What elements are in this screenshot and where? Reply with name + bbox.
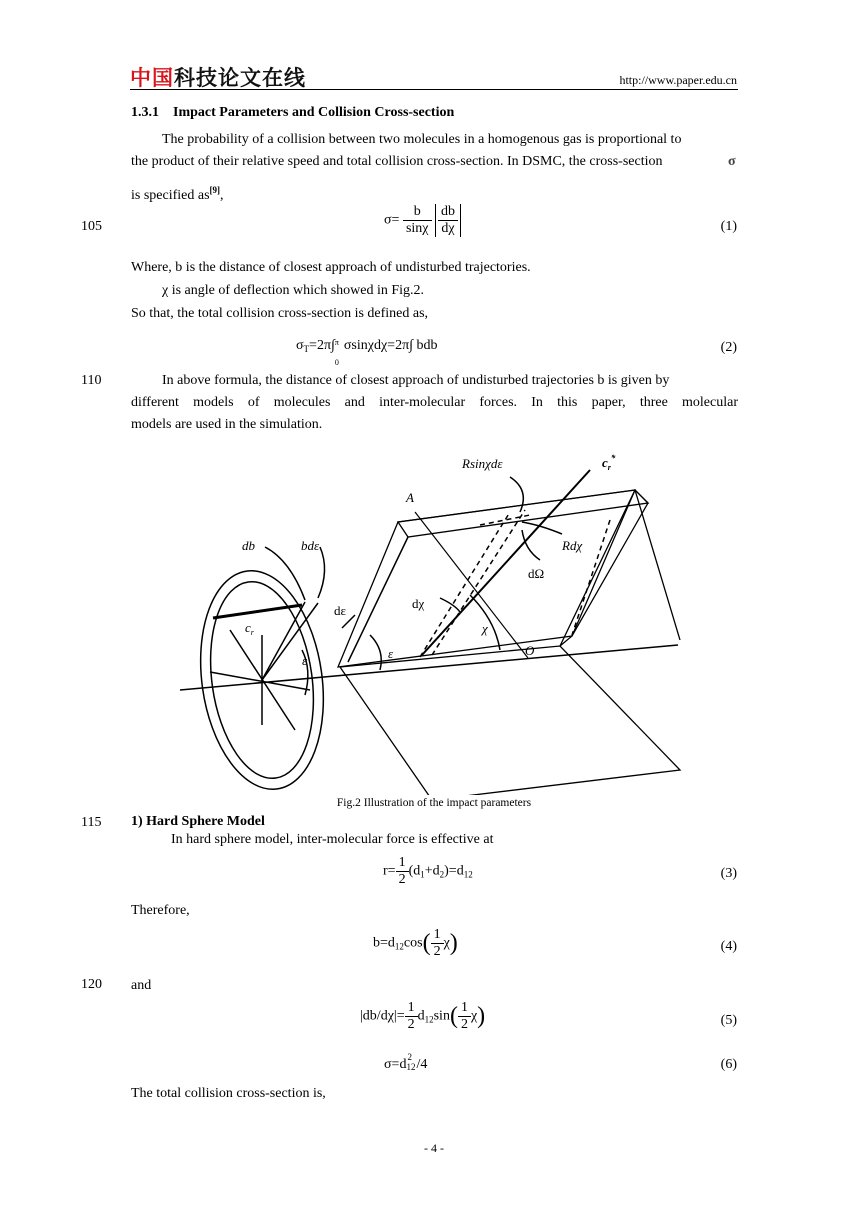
superscript: 2 — [407, 1052, 412, 1062]
numerator: 1 — [431, 927, 444, 944]
eq-text: sin — [433, 1008, 450, 1024]
equation-tag: (4) — [720, 939, 737, 954]
eq-text: σ — [296, 338, 304, 353]
eq-text: /4 — [416, 1057, 428, 1072]
fraction — [438, 204, 458, 237]
label-dchi: dχ — [412, 596, 425, 611]
paragraph-line: χ is angle of deflection which showed in Fig.2. — [162, 283, 425, 298]
subscript: 2 — [439, 869, 445, 880]
subscript: 12 — [463, 869, 473, 880]
header-rule — [130, 89, 738, 90]
sigma-symbol: σ — [728, 154, 736, 169]
radius-line — [262, 603, 318, 680]
abs-value — [435, 204, 461, 237]
citation[interactable]: [9] — [209, 185, 221, 195]
paragraph-line — [131, 179, 224, 207]
equation-1 — [384, 204, 461, 237]
subscript: 12 — [406, 1062, 416, 1072]
paren: ( — [422, 930, 431, 956]
line-number: 120 — [81, 977, 102, 992]
line-number: 110 — [81, 373, 102, 388]
paragraph-line: and — [131, 978, 152, 993]
equation-6 — [384, 1052, 428, 1073]
upper-plane — [338, 490, 635, 667]
eq-text: |db/dχ|= — [360, 1008, 405, 1024]
fraction — [403, 204, 432, 237]
paragraph-text: , — [220, 188, 224, 203]
subscript: T — [303, 344, 310, 354]
a-line — [415, 512, 528, 658]
fraction — [396, 855, 409, 888]
equation-tag: (5) — [720, 1013, 737, 1028]
eq-text: cos — [403, 935, 423, 951]
site-logo — [130, 62, 306, 92]
equation-3 — [383, 855, 473, 888]
eq-text: σsinχdχ=2π∫ bdb — [343, 338, 438, 353]
fraction — [405, 1000, 418, 1033]
subscript: 1 — [420, 869, 425, 880]
cr-arrow — [213, 605, 302, 618]
numerator: 1 — [458, 1000, 471, 1017]
label-db: db — [242, 538, 255, 553]
header-url[interactable]: http://www.paper.edu.cn — [619, 73, 737, 87]
cr-star-arrow — [422, 470, 590, 655]
eq-text: σ=d — [384, 1057, 407, 1072]
label-bde: bdε — [301, 538, 320, 553]
paragraph-line: In above formula, the distance of closest approach of undisturbed trajectories b is given by — [162, 373, 670, 388]
section-title: Impact Parameters and Collision Cross-section — [173, 105, 455, 120]
label-pointer — [318, 547, 325, 598]
numerator: 1 — [405, 1000, 418, 1017]
fraction — [431, 927, 444, 960]
paragraph-line: So that, the total collision cross-section is defined as, — [131, 306, 429, 321]
eq-text: (d — [408, 863, 421, 879]
paragraph-line: models are used in the simulation. — [131, 417, 323, 432]
section-number: 1.3.1 — [131, 105, 159, 120]
page-number: - 4 - — [424, 1141, 444, 1155]
numerator: b — [403, 204, 432, 221]
radius-line — [262, 602, 305, 680]
denominator: 2 — [460, 1017, 468, 1032]
paragraph-line: Where, b is the distance of closest approach of undisturbed trajectories. — [131, 260, 531, 275]
line-number: 105 — [81, 219, 102, 234]
paren: ) — [449, 930, 458, 956]
upper-limit: π — [334, 338, 339, 347]
label-pointer — [265, 547, 305, 600]
paragraph-line — [131, 151, 738, 173]
label-chi: χ — [482, 621, 488, 636]
denominator: 2 — [433, 944, 441, 959]
section-heading — [131, 102, 454, 124]
paren: ( — [449, 1003, 458, 1029]
label-a: A — [406, 490, 414, 505]
lower-limit: 0 — [334, 358, 339, 367]
eq-text: +d — [424, 863, 440, 879]
eq-text: r= — [383, 863, 396, 879]
logo-red-text: 中国 — [130, 66, 174, 90]
label-cr-c: c — [245, 620, 251, 635]
equation-5 — [360, 1000, 485, 1033]
label-cr-star — [602, 453, 616, 472]
subsection-heading: 1) Hard Sphere Model — [131, 814, 265, 829]
equation-4 — [373, 927, 458, 960]
figure-caption: Fig.2 Illustration of the impact parameters — [336, 797, 532, 809]
label-de: dε — [334, 603, 346, 618]
paragraph-line: Therefore, — [131, 903, 190, 918]
denominator: 2 — [398, 872, 406, 887]
denominator: sinχ — [405, 221, 429, 236]
eq-text: σ= — [384, 212, 400, 228]
eq-text: d — [417, 1008, 425, 1024]
equation-tag: (3) — [720, 866, 737, 881]
paragraph-line: The total collision cross-section is, — [131, 1086, 326, 1101]
right-edge — [635, 490, 680, 640]
epsilon-arc — [370, 635, 381, 670]
script-pair — [406, 1052, 416, 1072]
label-cr-sub: r — [250, 628, 254, 637]
impact-parameter-figure — [170, 450, 710, 795]
plane-edge — [348, 537, 408, 662]
label-epsilon: ε — [388, 646, 394, 661]
paragraph-line: different models of molecules and inter-molecular forces. In this paper, three molecular — [131, 395, 738, 410]
label-cr-star-c: c — [602, 455, 608, 470]
logo-text: 科技论文在线 — [174, 66, 306, 90]
paren: ) — [477, 1003, 486, 1029]
equation-tag: (2) — [720, 340, 737, 355]
numerator: db — [438, 204, 458, 221]
line-number: 115 — [81, 815, 102, 830]
denominator: 2 — [407, 1017, 415, 1032]
eq-text: =2π∫ — [309, 338, 335, 353]
label-cr-star-sub: r — [607, 463, 611, 472]
equation-tag: (1) — [720, 219, 737, 234]
label-epsilon: ε — [302, 653, 308, 668]
fraction — [458, 1000, 471, 1033]
equation-tag: (6) — [720, 1057, 737, 1072]
cross-line — [210, 672, 310, 690]
lower-plane — [340, 646, 680, 795]
label-domega: dΩ — [528, 566, 545, 581]
subscript: 12 — [424, 1014, 434, 1025]
numerator: 1 — [396, 855, 409, 872]
paragraph-line: The probability of a collision between two molecules in a homogenous gas is proportional to — [162, 132, 682, 147]
label-o: O — [525, 643, 535, 658]
denominator: dχ — [441, 221, 455, 236]
eq-text: χ — [470, 1008, 478, 1024]
paragraph-text: is specified as — [131, 188, 210, 203]
subscript: 12 — [394, 941, 404, 952]
equation-2 — [296, 338, 438, 367]
eq-text: χ — [443, 935, 450, 951]
label-cr-star-sup: * — [610, 453, 616, 463]
label-cr — [245, 620, 255, 637]
paragraph-text: the product of their relative speed and total collision cross-section. In DSMC, the cross-section — [131, 154, 663, 169]
label-rsin: Rsinχdε — [462, 456, 503, 471]
label-rdchi: Rdχ — [562, 538, 583, 553]
eq-text: )=d — [444, 863, 464, 879]
eq-text: b=d — [373, 935, 395, 951]
paragraph-line: In hard sphere model, inter-molecular force is effective at — [171, 832, 494, 847]
